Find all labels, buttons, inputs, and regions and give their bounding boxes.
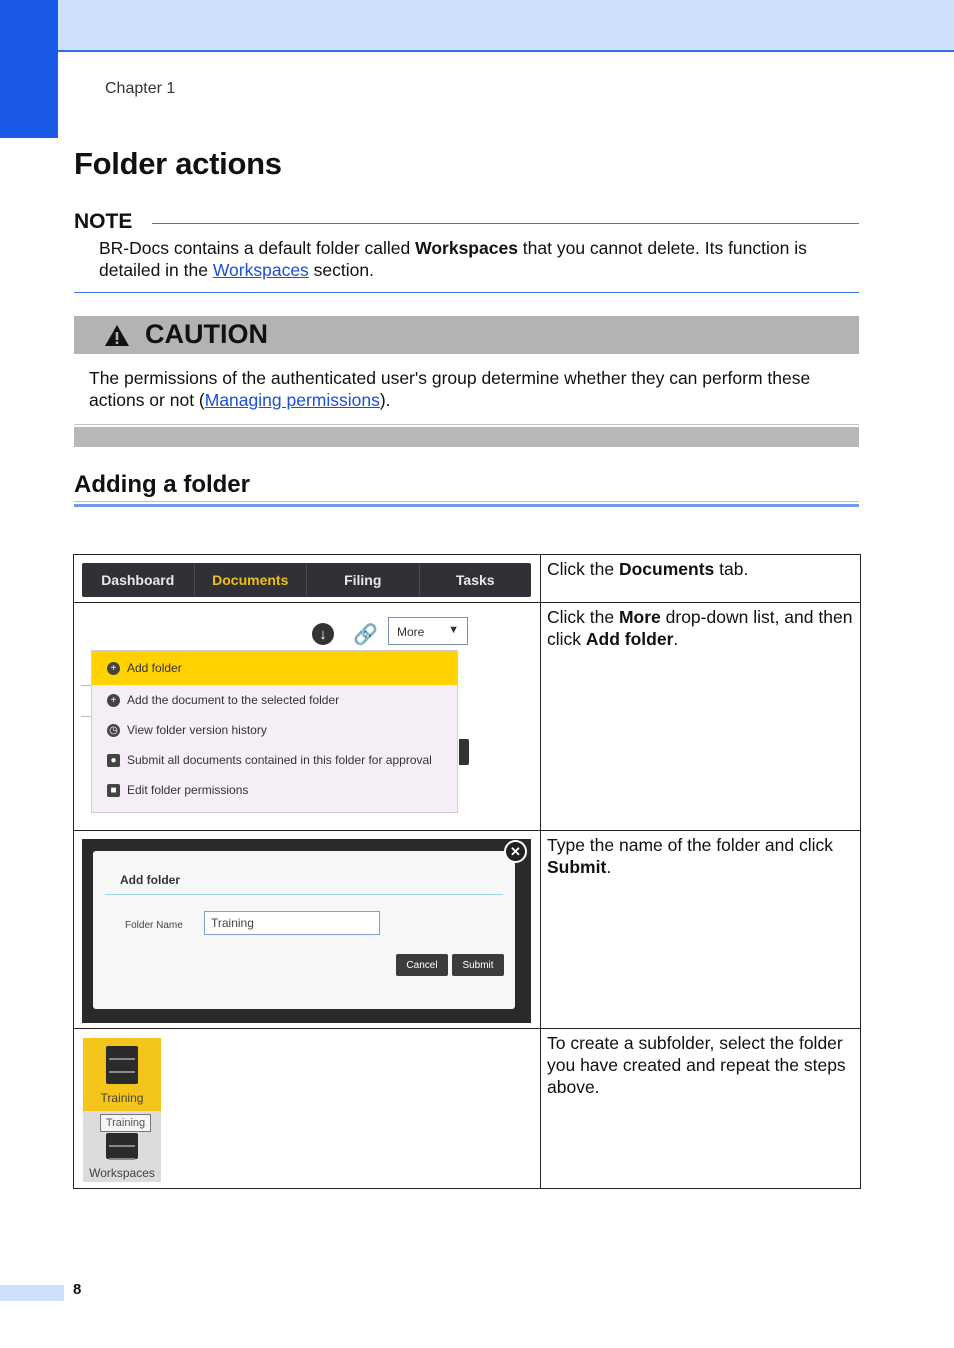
header-band — [58, 0, 954, 52]
workspaces-link[interactable]: Workspaces — [212, 260, 309, 280]
caution-heading: CAUTION — [145, 319, 268, 349]
menu-item-edit-permissions[interactable]: ■ Edit folder permissions — [92, 775, 457, 805]
download-icon[interactable]: ↓ — [312, 623, 334, 645]
warning-icon — [104, 324, 130, 347]
note-body: BR-Docs contains a default folder called Workspaces that you cannot delete. Its function is detailed in the Workspaces section. — [99, 238, 807, 280]
tab-bar — [82, 563, 531, 597]
section-divider-thick — [74, 504, 859, 507]
divider — [81, 716, 91, 717]
folder-name-label: Folder Name — [125, 920, 183, 931]
section-divider-thin — [74, 501, 859, 502]
cabinet-icon[interactable] — [106, 1133, 138, 1159]
menu-item-version-history[interactable]: ◷ View folder version history — [92, 715, 457, 745]
footer-band — [0, 1285, 64, 1301]
caution-bar — [74, 316, 859, 354]
more-menu — [91, 650, 458, 813]
divider — [81, 685, 91, 686]
tab-tasks[interactable]: Tasks — [455, 572, 495, 588]
note-divider — [152, 223, 859, 224]
folder-name-input[interactable]: Training — [204, 911, 380, 935]
step3-instruction: Type the name of the folder and click Submit. — [547, 835, 833, 877]
add-folder-dialog — [93, 851, 515, 1009]
plus-circle-icon: + — [107, 694, 120, 707]
chapter-label: Chapter 1 — [105, 80, 176, 97]
folder-tree — [83, 1038, 161, 1182]
table-row — [74, 555, 860, 602]
steps-table — [73, 554, 861, 1189]
step1-screenshot — [74, 555, 541, 602]
managing-permissions-link[interactable]: Managing permissions — [204, 390, 380, 410]
step4-instruction: To create a subfolder, select the folder you have created and repeat the steps above. — [547, 1033, 846, 1097]
chevron-down-icon: ▼ — [448, 624, 459, 636]
menu-item-add-document[interactable]: + Add the document to the selected folder — [92, 685, 457, 715]
page-title: Folder actions — [74, 146, 282, 181]
note-bottom-divider — [74, 292, 859, 293]
note-bold: Workspaces — [415, 238, 518, 258]
table-row — [74, 830, 860, 1028]
menu-item-submit-approval[interactable]: ● Submit all documents contained in this folder for approval — [92, 745, 457, 775]
chapter-side-tab — [0, 0, 58, 138]
close-icon[interactable]: ✕ — [504, 840, 527, 863]
dialog-title: Add folder — [120, 873, 180, 887]
clock-icon: ◷ — [107, 724, 120, 737]
caution-body: The permissions of the authenticated user's group determine whether they can perform these actions or not (Managing permissions). — [89, 368, 811, 410]
tab-filing[interactable]: Filing — [307, 563, 420, 597]
dialog-overlay — [82, 839, 531, 1023]
background-button-edge — [459, 739, 469, 765]
table-row — [74, 1028, 860, 1188]
training-folder[interactable] — [83, 1038, 161, 1111]
caution-end-bar — [74, 427, 859, 447]
tab-documents[interactable]: Documents — [195, 563, 308, 597]
step2-instruction: Click the More drop-down list, and then click Add folder. — [547, 607, 853, 649]
menu-item-add-folder[interactable]: + Add folder — [92, 651, 457, 685]
table-row — [74, 602, 860, 830]
note-heading: NOTE — [74, 210, 133, 233]
more-dropdown[interactable]: More ▼ — [388, 617, 468, 645]
workspaces-folder-label: Workspaces — [89, 1166, 155, 1180]
lock-icon: ■ — [107, 784, 120, 797]
user-approval-icon: ● — [107, 754, 120, 767]
page-number: 8 — [73, 1281, 82, 1298]
plus-circle-icon: + — [107, 662, 120, 675]
section-title: Adding a folder — [74, 471, 250, 498]
dialog-divider — [105, 894, 503, 895]
tab-dashboard[interactable]: Dashboard — [82, 563, 195, 597]
submit-button[interactable]: Submit — [452, 954, 504, 976]
cancel-button[interactable]: Cancel — [396, 954, 448, 976]
step3-screenshot — [74, 831, 541, 1028]
cabinet-icon — [106, 1046, 138, 1084]
step4-screenshot — [74, 1029, 541, 1188]
link-icon[interactable]: 🔗 — [353, 624, 378, 646]
caution-divider — [74, 424, 859, 425]
folder-tooltip: Training — [100, 1114, 151, 1132]
step1-instruction: Click the Documents tab. — [547, 559, 749, 579]
step2-screenshot — [74, 603, 541, 830]
training-folder-label: Training — [100, 1091, 144, 1105]
